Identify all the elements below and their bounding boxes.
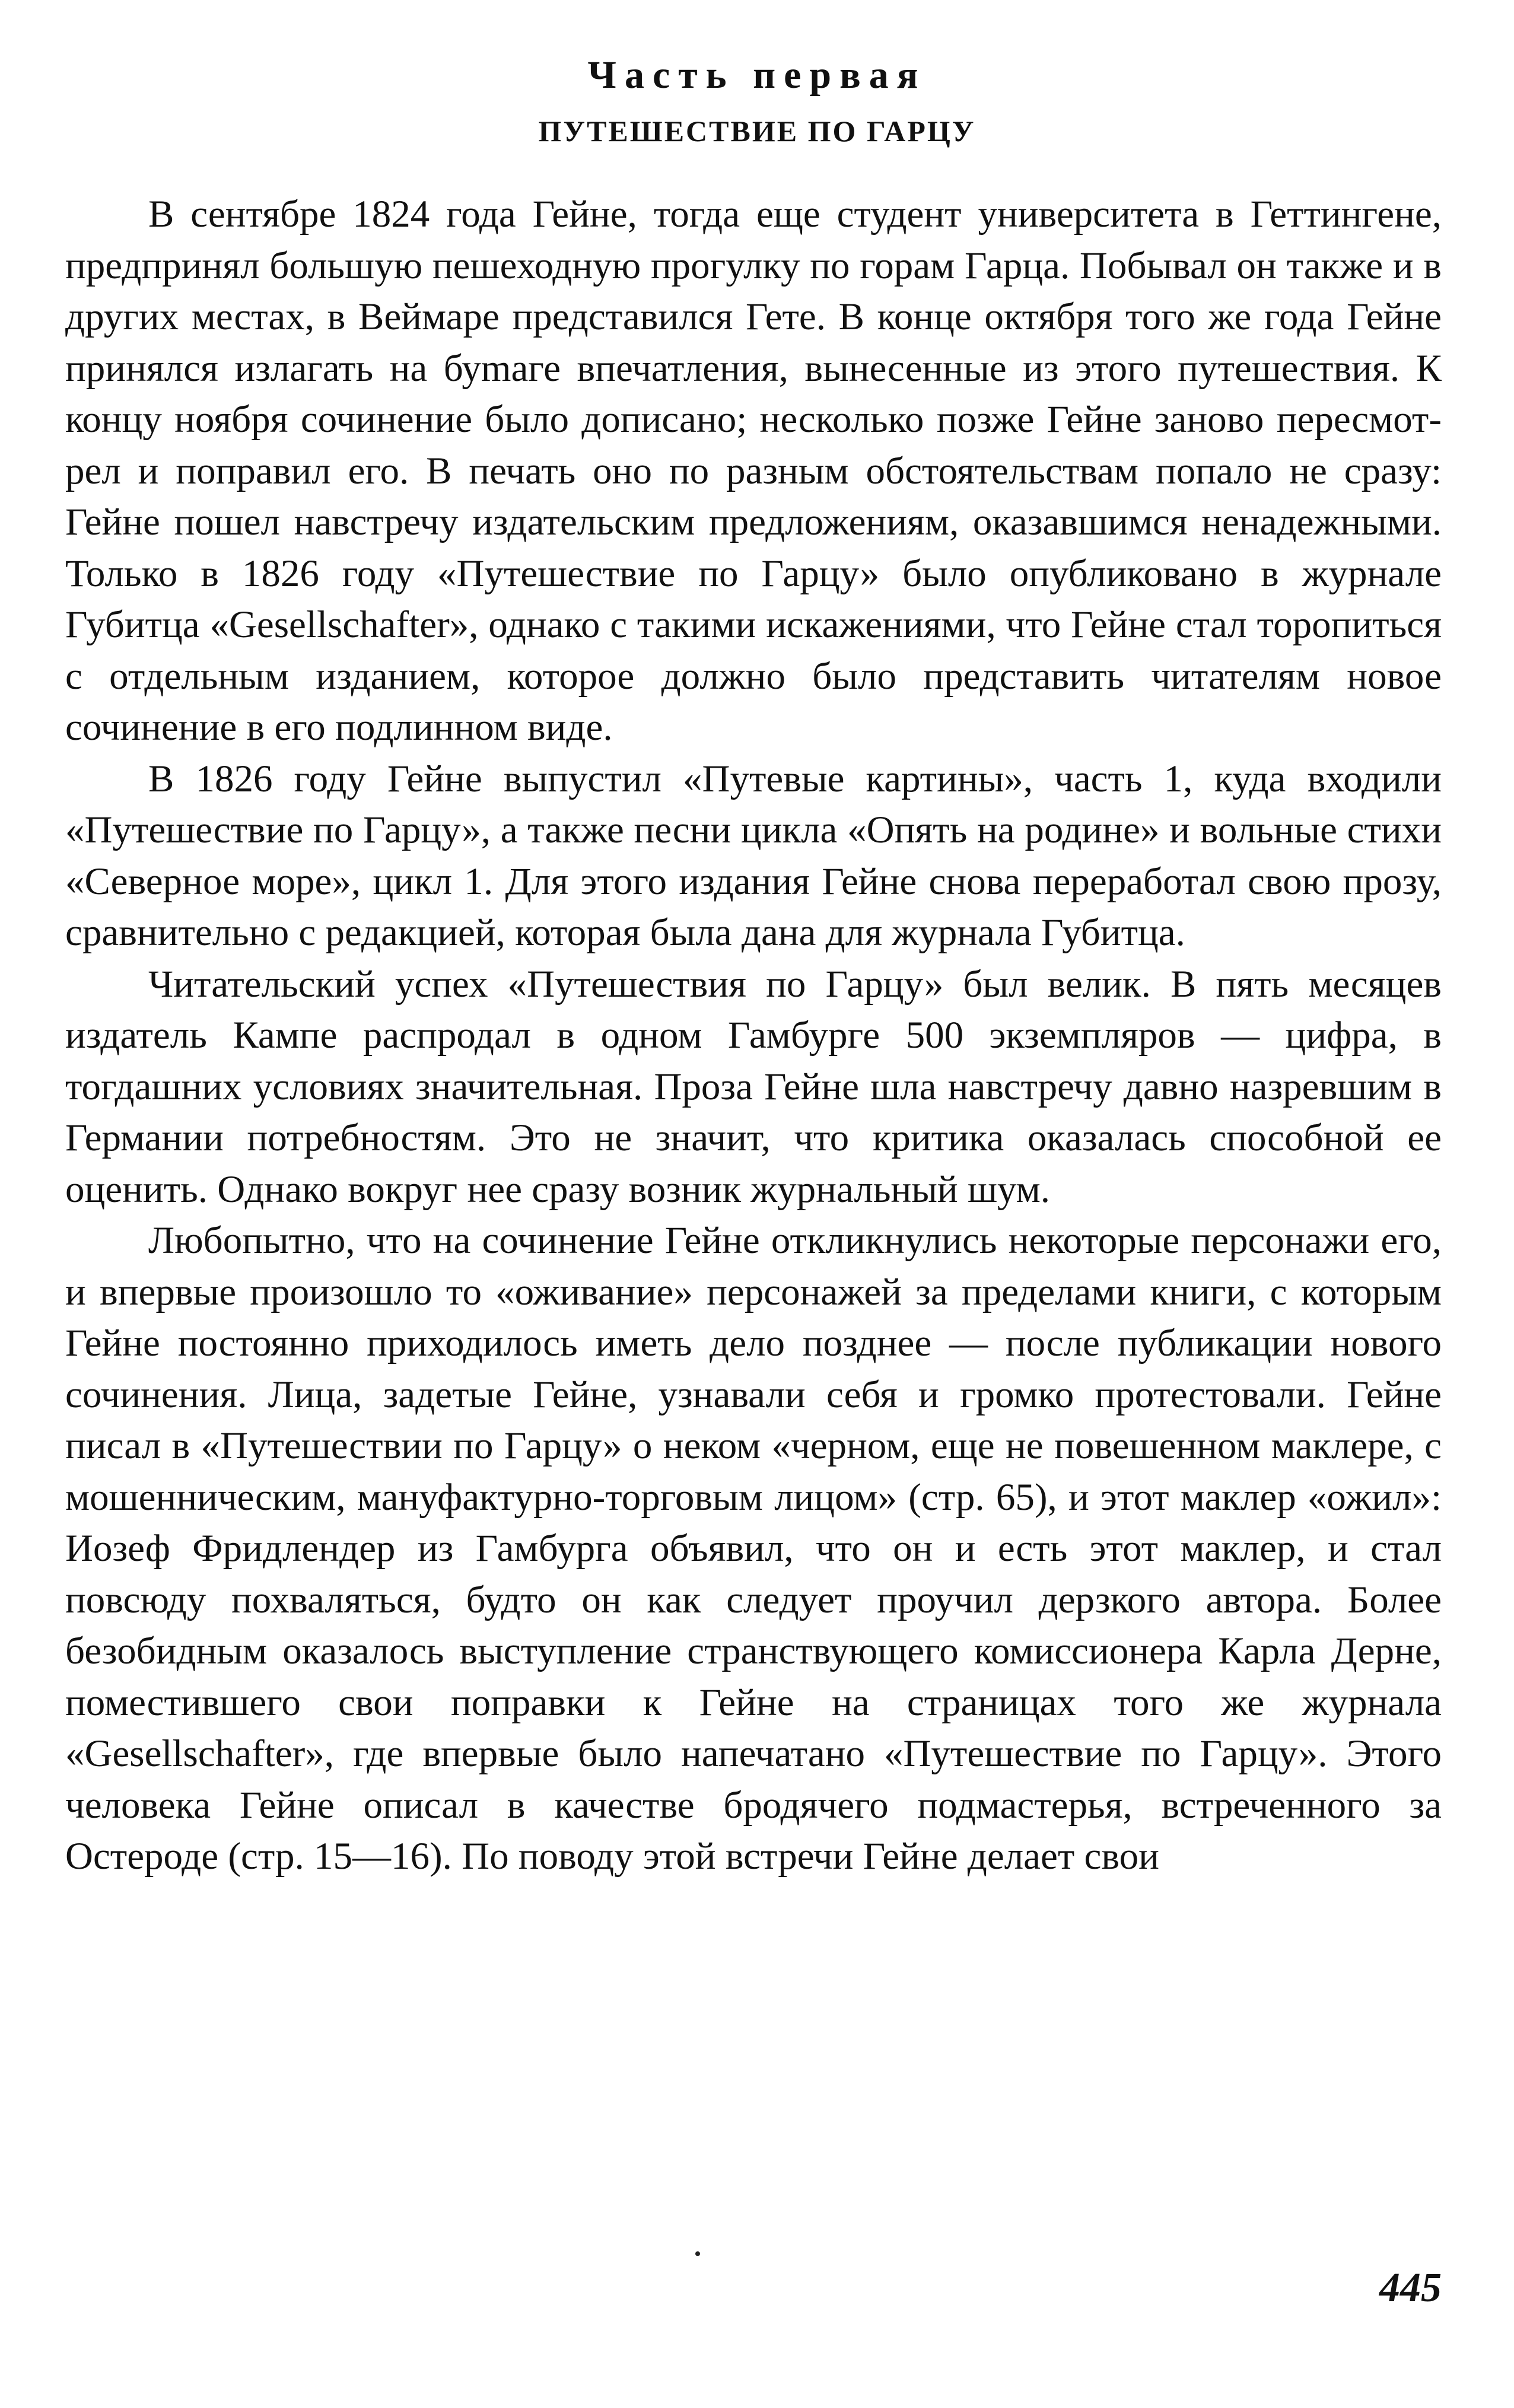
section-title: ПУТЕШЕСТВИЕ ПО ГАРЦУ (538, 114, 976, 148)
part-title: Часть первая (587, 53, 927, 97)
paragraph-1: В сентябре 1824 года Гейне, тогда еще студент университета в Геттингене, предпринял большую пешеходную прогулку по горам Гарца. Побывал он также и в других местах, в Веймаре представился Гете. В конце октября того же года Гейне принялся излагать на буmаге впечатления, вынесенные из этого путешествия. К концу ноября сочинение было дописано; несколько позже Гейне заново пересмотрел и поправил его. В печать оно по разным обстоятельствам попало не сразу: Гейне пошел навстречу издательским предложениям, оказавшимся ненадежными. Только в 1826 году «Путешествие по Гарцу» было опубликовано в журнале Губитца «Gesellschafter», однако с такими искажениями, что Гейне стал торопиться с отдельным изданием, которое должно было представить читателям новое сочинение в его подлинном виде. (65, 193, 1442, 749)
print-dot (695, 2251, 700, 2256)
page-number: 445 (1379, 2265, 1442, 2311)
paragraph-3: Читательский успех «Путешествия по Гарцу» был велик. В пять месяцев издатель Кампе распродал в одном Гамбурге 500 экземпляров — цифра, в тогдашних условиях значительная. Проза Гейне шла навстречу давно назревшим в Германии потребностям. Это не значит, что критика оказалась способной ее оценить. Однако вокруг нее сразу возник журнальный шум. (65, 962, 1442, 1211)
paragraph-2: В 1826 году Гейне выпустил «Путевые картины», часть 1, куда входили «Путешествие по Гарцу», а также песни цикла «Опять на родине» и вольные стихи «Северное море», цикл 1. Для этого издания Гейне снова переработал свою прозу, сравнительно с редакцией, которая была дана для журнала Губитца. (65, 757, 1442, 954)
body-text (65, 189, 1442, 1882)
paragraph-4: Любопытно, что на сочинение Гейне откликнулись некоторые персонажи его, и впервые произошло то «оживание» персонажей за пределами книги, с которым Гейне постоянно приходилось иметь дело позднее — после публикации нового сочинения. Лица, задетые Гейне, узнавали себя и громко протестовали. Гейне писал в «Путешествии по Гарцу» о неком «черном, еще не повешенном маклере, с мошенническим, мануфактурно-торговым лицом» (стр. 65), и этот маклер «ожил»: Иозеф Фридлендер из Гамбурга объявил, что он и есть этот маклер, и стал повсюду похваляться, будто он как следует проучил дерзкого автора. Более безобидным оказалось выступление странствующего комиссионера Карла Дерне, поместившего свои поправки к Гейне на страницах того же журнала «Gesellschafter», где впервые было напечатано «Путешествие по Гарцу». Этого человека Гейне описал в качестве бродячего подмастерья, встреченного за Остероде (стр. 15—16). По поводу этой встречи Гейне делает свои (65, 1219, 1442, 1878)
